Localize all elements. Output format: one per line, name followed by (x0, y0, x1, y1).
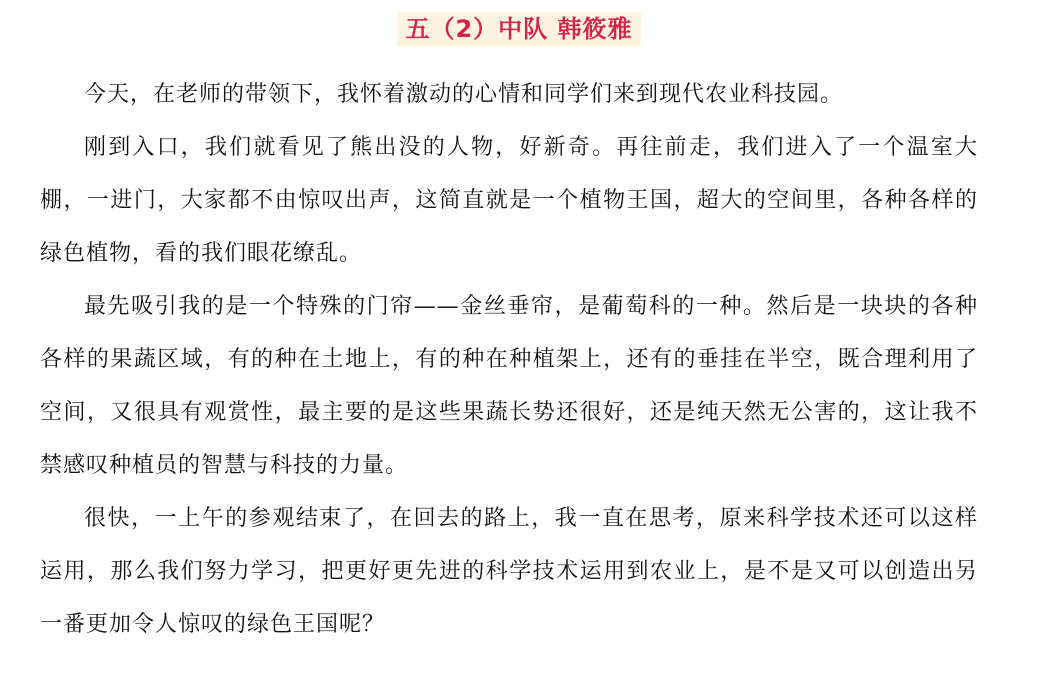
paragraph-4: 很快，一上午的参观结束了，在回去的路上，我一直在思考，原来科学技术还可以这样运用，那么我们努力学习，把更好更先进的科学技术运用到农业上，是不是又可以创造出另一番更加令人惊叹的绿色王国呢？ (40, 506, 978, 637)
paragraph-2: 刚到入口，我们就看见了熊出没的人物，好新奇。再往前走，我们进入了一个温室大棚，一进门，大家都不由惊叹出声，这简直就是一个植物王国，超大的空间里，各种各样的绿色植物，看的我们眼花缭乱。 (40, 135, 978, 266)
essay-title: 五（2）中队 韩筱雅 (397, 12, 640, 46)
paragraph-3: 最先吸引我的是一个特殊的门帘——金丝垂帘，是葡萄科的一种。然后是一块块的各种各样的果蔬区域，有的种在土地上，有的种在种植架上，还有的垂挂在半空，既合理利用了空间，又很具有观赏性，最主要的是这些果蔬长势还很好，还是纯天然无公害的，这让我不禁感叹种植员的智慧与科技的力量。 (40, 294, 978, 478)
essay-body (40, 68, 978, 651)
title-container (0, 12, 1038, 46)
paragraph-1: 今天，在老师的带领下，我怀着激动的心情和同学们来到现代农业科技园。 (84, 82, 844, 107)
